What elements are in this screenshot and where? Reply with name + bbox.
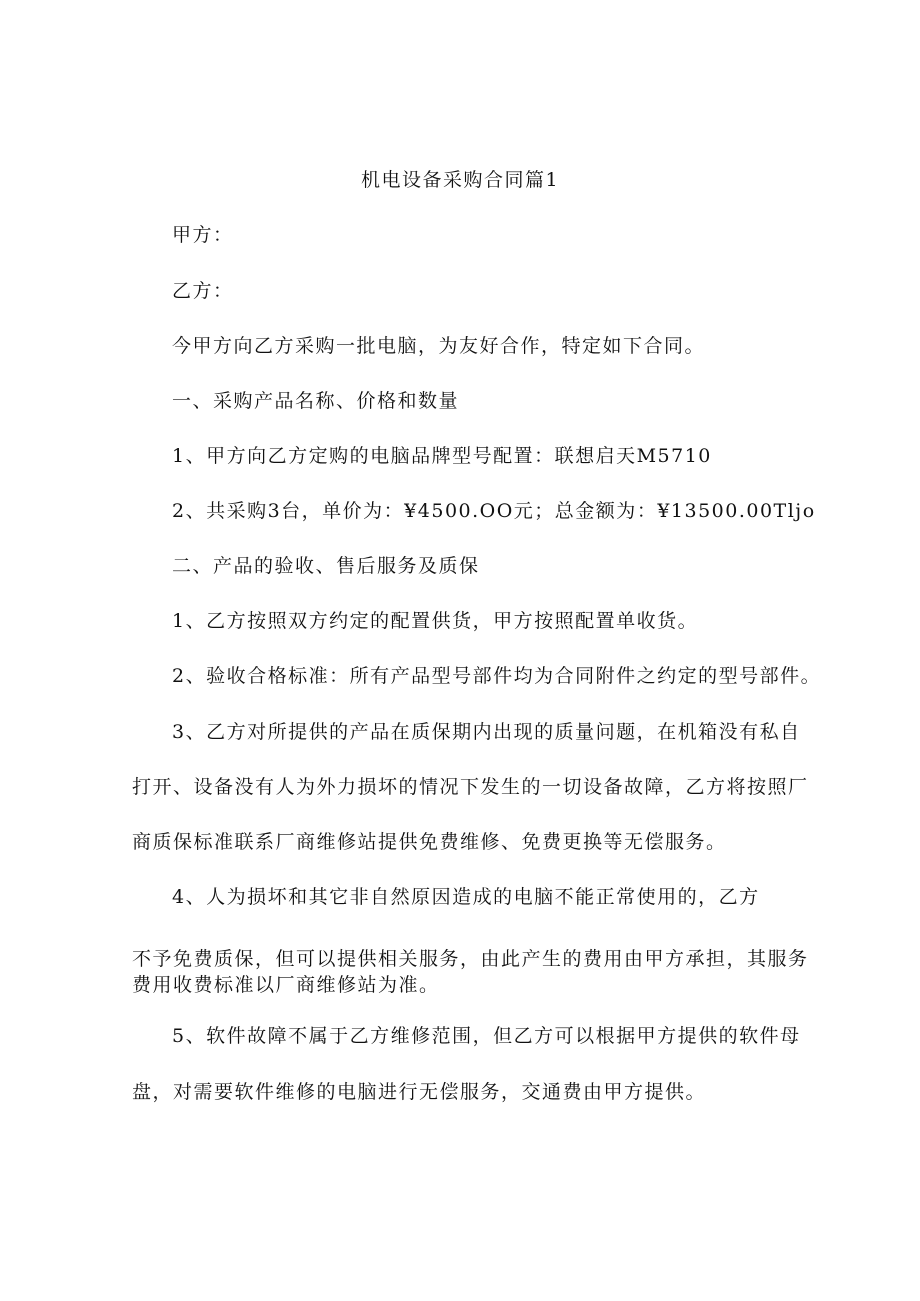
section2-item3-line3: 商质保标准联系厂商维修站提供免费维修、免费更换等无偿服务。 [132, 831, 727, 853]
party-b-label: 乙方： [172, 280, 234, 302]
section2-item3-line1: 3、乙方对所提供的产品在质保期内出现的质量问题，在机箱没有私自 [172, 721, 801, 743]
section2-heading: 二、产品的验收、售后服务及质保 [172, 555, 480, 577]
section2-item1: 1、乙方按照双方约定的配置供货，甲方按照配置单收货。 [172, 610, 699, 632]
section2-item4-line3: 费用收费标准以厂商维修站为准。 [132, 974, 440, 996]
section2-item3-line2: 打开、设备没有人为外力损坏的情况下发生的一切设备故障，乙方将按照厂 [132, 776, 809, 798]
section2-item5-line2: 盘，对需要软件维修的电脑进行无偿服务，交通费由甲方提供。 [132, 1081, 707, 1103]
section2-item4-line2: 不予免费质保，但可以提供相关服务，由此产生的费用由甲方承担，其服务 [132, 948, 809, 970]
page-title: 机电设备采购合同篇1 [360, 169, 560, 191]
party-a-label: 甲方： [172, 224, 234, 246]
section2-item5-line1: 5、软件故障不属于乙方维修范围，但乙方可以根据甲方提供的软件母 [172, 1025, 801, 1047]
section2-item2: 2、验收合格标准：所有产品型号部件均为合同附件之约定的型号部件。 [172, 665, 822, 687]
section1-item1: 1、甲方向乙方定购的电脑品牌型号配置：联想启天M5710 [172, 445, 712, 467]
section1-item2: 2、共采购3台，单价为：¥4500.OO元；总金额为：¥13500.00Tljo [172, 500, 816, 522]
section1-heading: 一、采购产品名称、价格和数量 [172, 390, 460, 412]
intro-paragraph: 今甲方向乙方采购一批电脑，为友好合作，特定如下合同。 [172, 335, 706, 357]
section2-item4-line1: 4、人为损坏和其它非自然原因造成的电脑不能正常使用的，乙方 [172, 886, 760, 908]
